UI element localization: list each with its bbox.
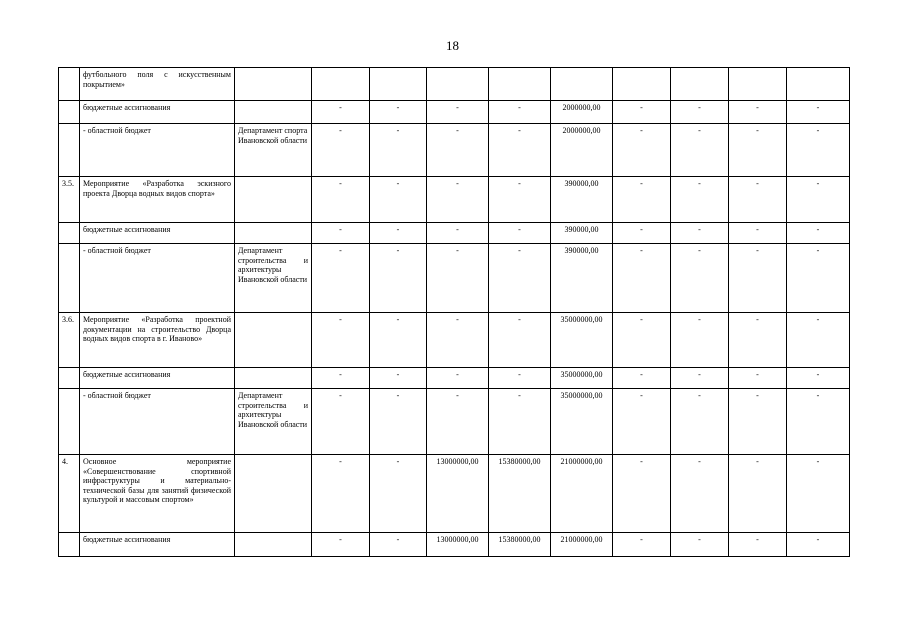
- value-cell: -: [613, 313, 671, 368]
- row-executor: [235, 223, 312, 244]
- value-cell: 2000000,00: [551, 101, 613, 124]
- value-cell: -: [312, 313, 370, 368]
- value-cell: -: [312, 389, 370, 455]
- value-cell: -: [671, 455, 729, 533]
- value-cell: -: [613, 389, 671, 455]
- value-cell: -: [427, 313, 489, 368]
- row-number: [59, 101, 80, 124]
- value-cell: -: [787, 124, 850, 177]
- row-number: 3.6.: [59, 313, 80, 368]
- value-cell: -: [729, 533, 787, 557]
- row-number: [59, 124, 80, 177]
- value-cell: -: [370, 244, 427, 313]
- value-cell: -: [370, 124, 427, 177]
- value-cell: -: [427, 101, 489, 124]
- value-cell: [729, 68, 787, 101]
- value-cell: -: [671, 389, 729, 455]
- value-cell: [613, 68, 671, 101]
- table-row: [59, 244, 850, 313]
- row-number: [59, 223, 80, 244]
- value-cell: -: [370, 177, 427, 223]
- value-cell: -: [729, 368, 787, 389]
- table-row: [59, 68, 850, 101]
- row-name: бюджетные ассигнования: [80, 533, 235, 557]
- value-cell: -: [427, 124, 489, 177]
- row-number: [59, 533, 80, 557]
- row-executor: [235, 177, 312, 223]
- value-cell: -: [729, 313, 787, 368]
- value-cell: -: [489, 368, 551, 389]
- value-cell: -: [370, 389, 427, 455]
- value-cell: -: [613, 368, 671, 389]
- value-cell: -: [489, 101, 551, 124]
- value-cell: -: [312, 177, 370, 223]
- value-cell: -: [787, 368, 850, 389]
- value-cell: 390000,00: [551, 244, 613, 313]
- value-cell: -: [370, 313, 427, 368]
- value-cell: -: [787, 313, 850, 368]
- value-cell: -: [729, 101, 787, 124]
- row-name: бюджетные ассигнования: [80, 368, 235, 389]
- value-cell: 15380000,00: [489, 455, 551, 533]
- value-cell: -: [427, 244, 489, 313]
- value-cell: -: [671, 533, 729, 557]
- value-cell: -: [787, 177, 850, 223]
- table-row: [59, 177, 850, 223]
- value-cell: -: [671, 101, 729, 124]
- row-executor: [235, 68, 312, 101]
- value-cell: -: [427, 223, 489, 244]
- row-name: - областной бюджет: [80, 124, 235, 177]
- value-cell: -: [427, 177, 489, 223]
- value-cell: -: [613, 124, 671, 177]
- table-row: [59, 368, 850, 389]
- value-cell: -: [370, 533, 427, 557]
- value-cell: -: [613, 244, 671, 313]
- value-cell: -: [729, 389, 787, 455]
- value-cell: 15380000,00: [489, 533, 551, 557]
- value-cell: -: [613, 533, 671, 557]
- page-number: 18: [446, 38, 459, 53]
- row-name: бюджетные ассигнования: [80, 101, 235, 124]
- table-row: [59, 455, 850, 533]
- value-cell: -: [489, 223, 551, 244]
- value-cell: 2000000,00: [551, 124, 613, 177]
- value-cell: -: [312, 223, 370, 244]
- value-cell: -: [370, 223, 427, 244]
- row-executor: [235, 313, 312, 368]
- row-number: [59, 368, 80, 389]
- value-cell: 13000000,00: [427, 533, 489, 557]
- value-cell: -: [312, 101, 370, 124]
- value-cell: 35000000,00: [551, 368, 613, 389]
- value-cell: [312, 68, 370, 101]
- row-name: Основное мероприятие «Совершенствование спортивной инфраструктуры и материально-технической базы для занятий физической культурой и массовым спортом»: [80, 455, 235, 533]
- value-cell: -: [671, 244, 729, 313]
- value-cell: [671, 68, 729, 101]
- row-number: 4.: [59, 455, 80, 533]
- row-executor: [235, 533, 312, 557]
- value-cell: -: [613, 455, 671, 533]
- table-row: [59, 223, 850, 244]
- value-cell: -: [729, 223, 787, 244]
- value-cell: -: [787, 389, 850, 455]
- table-row: [59, 313, 850, 368]
- row-number: 3.5.: [59, 177, 80, 223]
- value-cell: -: [370, 101, 427, 124]
- value-cell: -: [787, 455, 850, 533]
- value-cell: 35000000,00: [551, 313, 613, 368]
- value-cell: -: [489, 177, 551, 223]
- value-cell: [787, 68, 850, 101]
- row-executor: Департамент строительства и архитектуры Ивановской области: [235, 389, 312, 455]
- value-cell: 390000,00: [551, 177, 613, 223]
- value-cell: -: [370, 455, 427, 533]
- value-cell: -: [671, 177, 729, 223]
- value-cell: -: [729, 177, 787, 223]
- row-executor: [235, 368, 312, 389]
- value-cell: 35000000,00: [551, 389, 613, 455]
- value-cell: -: [787, 533, 850, 557]
- value-cell: -: [312, 368, 370, 389]
- value-cell: -: [671, 368, 729, 389]
- row-executor: Департамент строительства и архитектуры Ивановской области: [235, 244, 312, 313]
- row-name: Мероприятие «Разработка проектной документации на строительство Дворца водных видов спорта в г. Иваново»: [80, 313, 235, 368]
- value-cell: 21000000,00: [551, 533, 613, 557]
- value-cell: -: [312, 455, 370, 533]
- value-cell: -: [787, 244, 850, 313]
- value-cell: -: [671, 223, 729, 244]
- table-row: [59, 389, 850, 455]
- value-cell: -: [312, 533, 370, 557]
- value-cell: -: [312, 244, 370, 313]
- row-number: [59, 389, 80, 455]
- value-cell: -: [787, 223, 850, 244]
- row-name: - областной бюджет: [80, 389, 235, 455]
- value-cell: -: [729, 455, 787, 533]
- table-row: [59, 101, 850, 124]
- value-cell: 21000000,00: [551, 455, 613, 533]
- value-cell: -: [671, 313, 729, 368]
- value-cell: -: [312, 124, 370, 177]
- value-cell: -: [613, 223, 671, 244]
- value-cell: -: [427, 368, 489, 389]
- value-cell: -: [370, 368, 427, 389]
- row-executor: Департамент спорта Ивановской области: [235, 124, 312, 177]
- table-row: [59, 124, 850, 177]
- value-cell: [370, 68, 427, 101]
- value-cell: [427, 68, 489, 101]
- row-name: бюджетные ассигнования: [80, 223, 235, 244]
- row-number: [59, 68, 80, 101]
- value-cell: -: [787, 101, 850, 124]
- value-cell: -: [729, 244, 787, 313]
- row-name: футбольного поля с искусственным покрытием»: [80, 68, 235, 101]
- table-row: [59, 533, 850, 557]
- value-cell: -: [489, 389, 551, 455]
- value-cell: -: [489, 244, 551, 313]
- row-name: - областной бюджет: [80, 244, 235, 313]
- value-cell: [551, 68, 613, 101]
- value-cell: -: [427, 389, 489, 455]
- value-cell: -: [729, 124, 787, 177]
- row-executor: [235, 101, 312, 124]
- value-cell: [489, 68, 551, 101]
- value-cell: -: [671, 124, 729, 177]
- value-cell: 13000000,00: [427, 455, 489, 533]
- value-cell: 390000,00: [551, 223, 613, 244]
- value-cell: -: [613, 101, 671, 124]
- value-cell: -: [613, 177, 671, 223]
- row-number: [59, 244, 80, 313]
- budget-table: [58, 67, 850, 557]
- row-executor: [235, 455, 312, 533]
- value-cell: -: [489, 124, 551, 177]
- value-cell: -: [489, 313, 551, 368]
- row-name: Мероприятие «Разработка эскизного проекта Дворца водных видов спорта»: [80, 177, 235, 223]
